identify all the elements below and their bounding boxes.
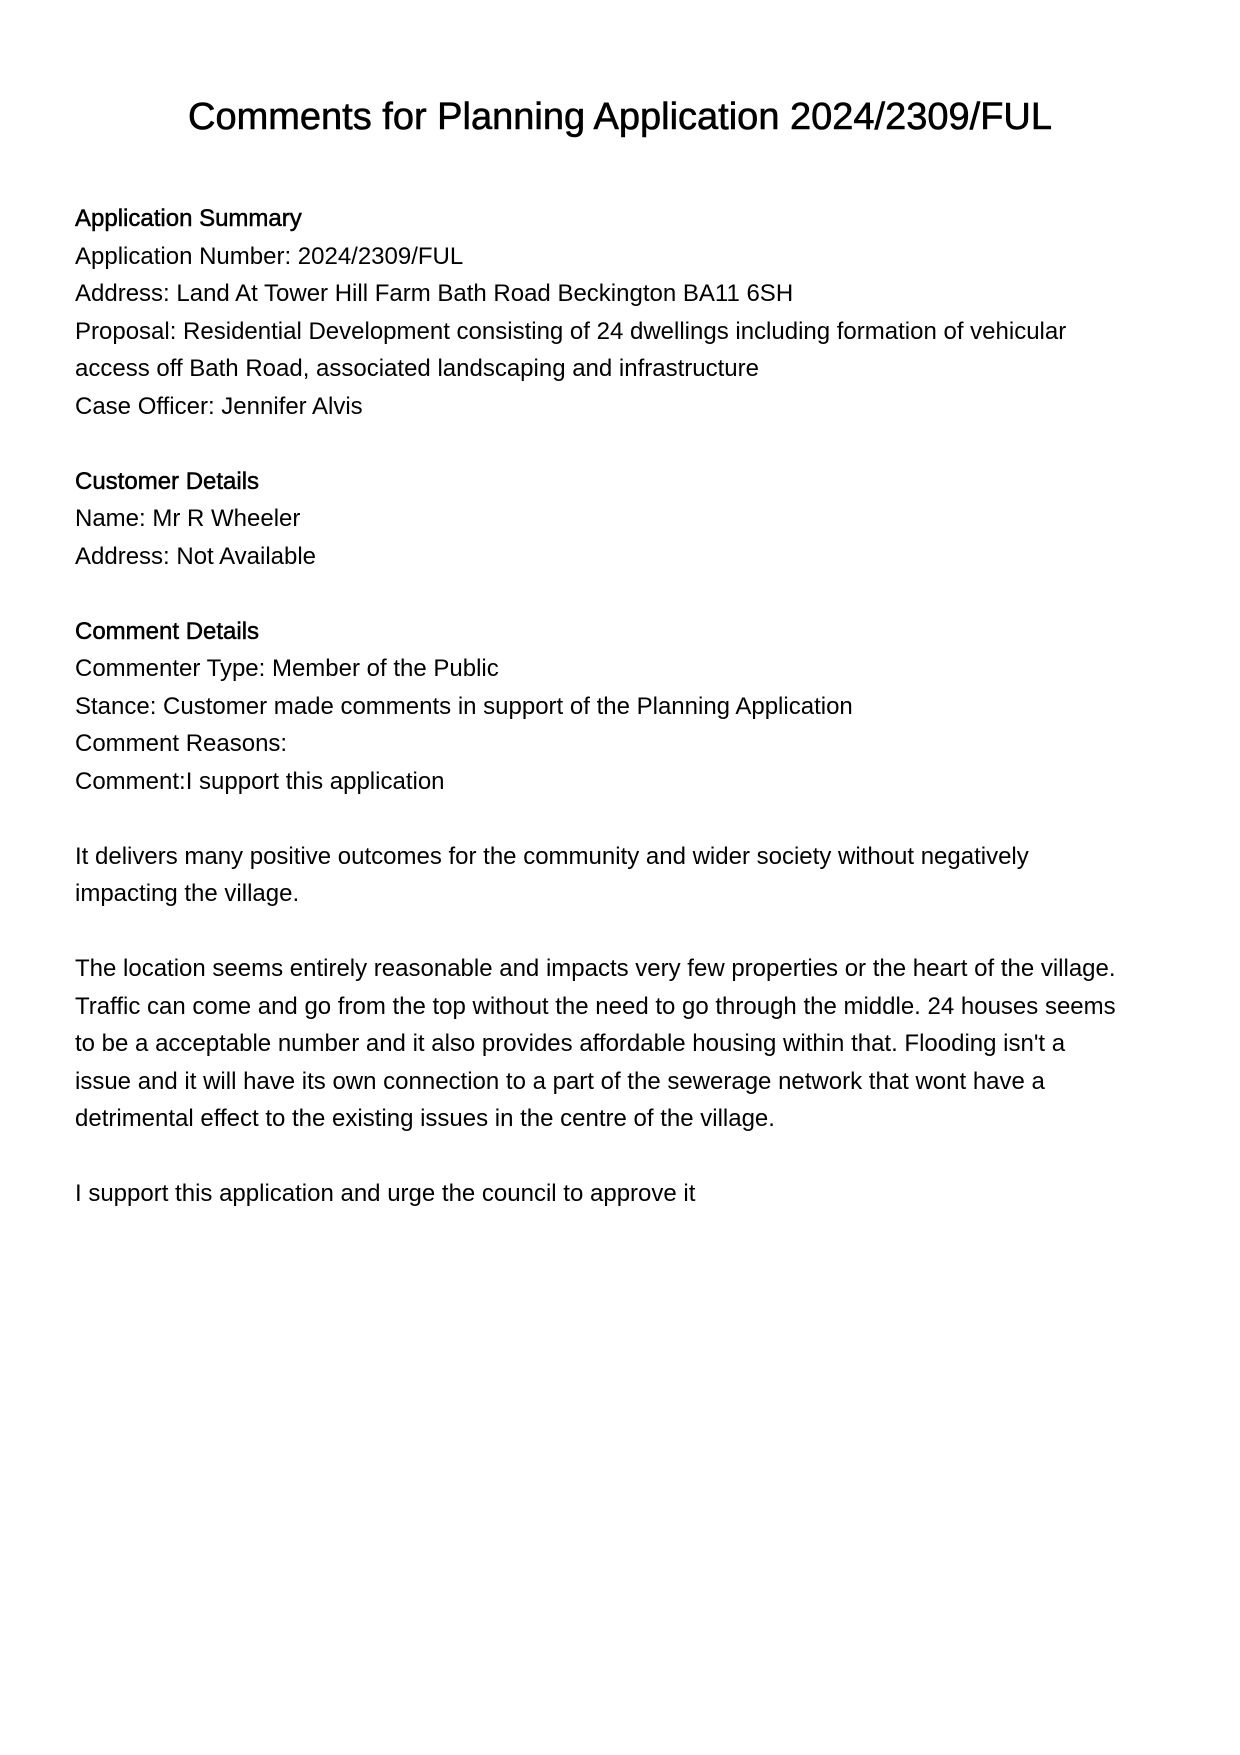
application-number: Application Number: 2024/2309/FUL (75, 242, 464, 270)
comment-paragraph-line: The location seems entirely reasonable and impacts very few properties or the heart of the village. (75, 955, 1116, 982)
proposal-line: access off Bath Road, associated landscaping and infrastructure (75, 355, 759, 382)
comment-closing: I support this application and urge the council to approve it (75, 1180, 696, 1207)
spacer (75, 425, 1175, 463)
comment-intro: Comment:I support this application (75, 767, 445, 795)
comment-paragraph-line: Traffic can come and go from the top without the need to go through the middle. 24 houses seems (75, 992, 1116, 1020)
application-summary-heading: Application Summary (75, 205, 302, 232)
application-summary-section (75, 200, 1175, 425)
comment-paragraph-line: It delivers many positive outcomes for the community and wider society without negatively (75, 842, 1029, 870)
spacer (75, 800, 1175, 838)
comment-details-section (75, 613, 1175, 1213)
document-body (75, 200, 1175, 1213)
comment-paragraph-line: impacting the village. (75, 880, 300, 907)
spacer (75, 913, 1175, 951)
comment-details-heading: Comment Details (75, 617, 260, 645)
proposal-line: Proposal: Residential Development consisting of 24 dwellings including formation of vehicular (75, 317, 1067, 345)
comment-paragraph-line: to be a acceptable number and it also provides affordable housing within that. Flooding isn't a (75, 1030, 1066, 1057)
page-title: Comments for Planning Application 2024/2309/FUL (188, 96, 1052, 138)
customer-name: Name: Mr R Wheeler (75, 505, 301, 532)
comment-paragraph-line: detrimental effect to the existing issues in the centre of the village. (75, 1105, 775, 1132)
customer-details-section (75, 463, 1175, 576)
commenter-type: Commenter Type: Member of the Public (75, 655, 499, 682)
comment-paragraph-line: issue and it will have its own connection to a part of the sewerage network that wont have a (75, 1067, 1045, 1095)
case-officer: Case Officer: Jennifer Alvis (75, 392, 363, 420)
stance: Stance: Customer made comments in support of the Planning Application (75, 692, 853, 720)
customer-address: Address: Not Available (75, 542, 317, 570)
comment-reasons: Comment Reasons: (75, 730, 288, 757)
spacer (75, 1138, 1175, 1176)
application-address: Address: Land At Tower Hill Farm Bath Road Beckington BA11 6SH (75, 280, 794, 307)
spacer (75, 575, 1175, 613)
customer-details-heading: Customer Details (75, 467, 260, 495)
